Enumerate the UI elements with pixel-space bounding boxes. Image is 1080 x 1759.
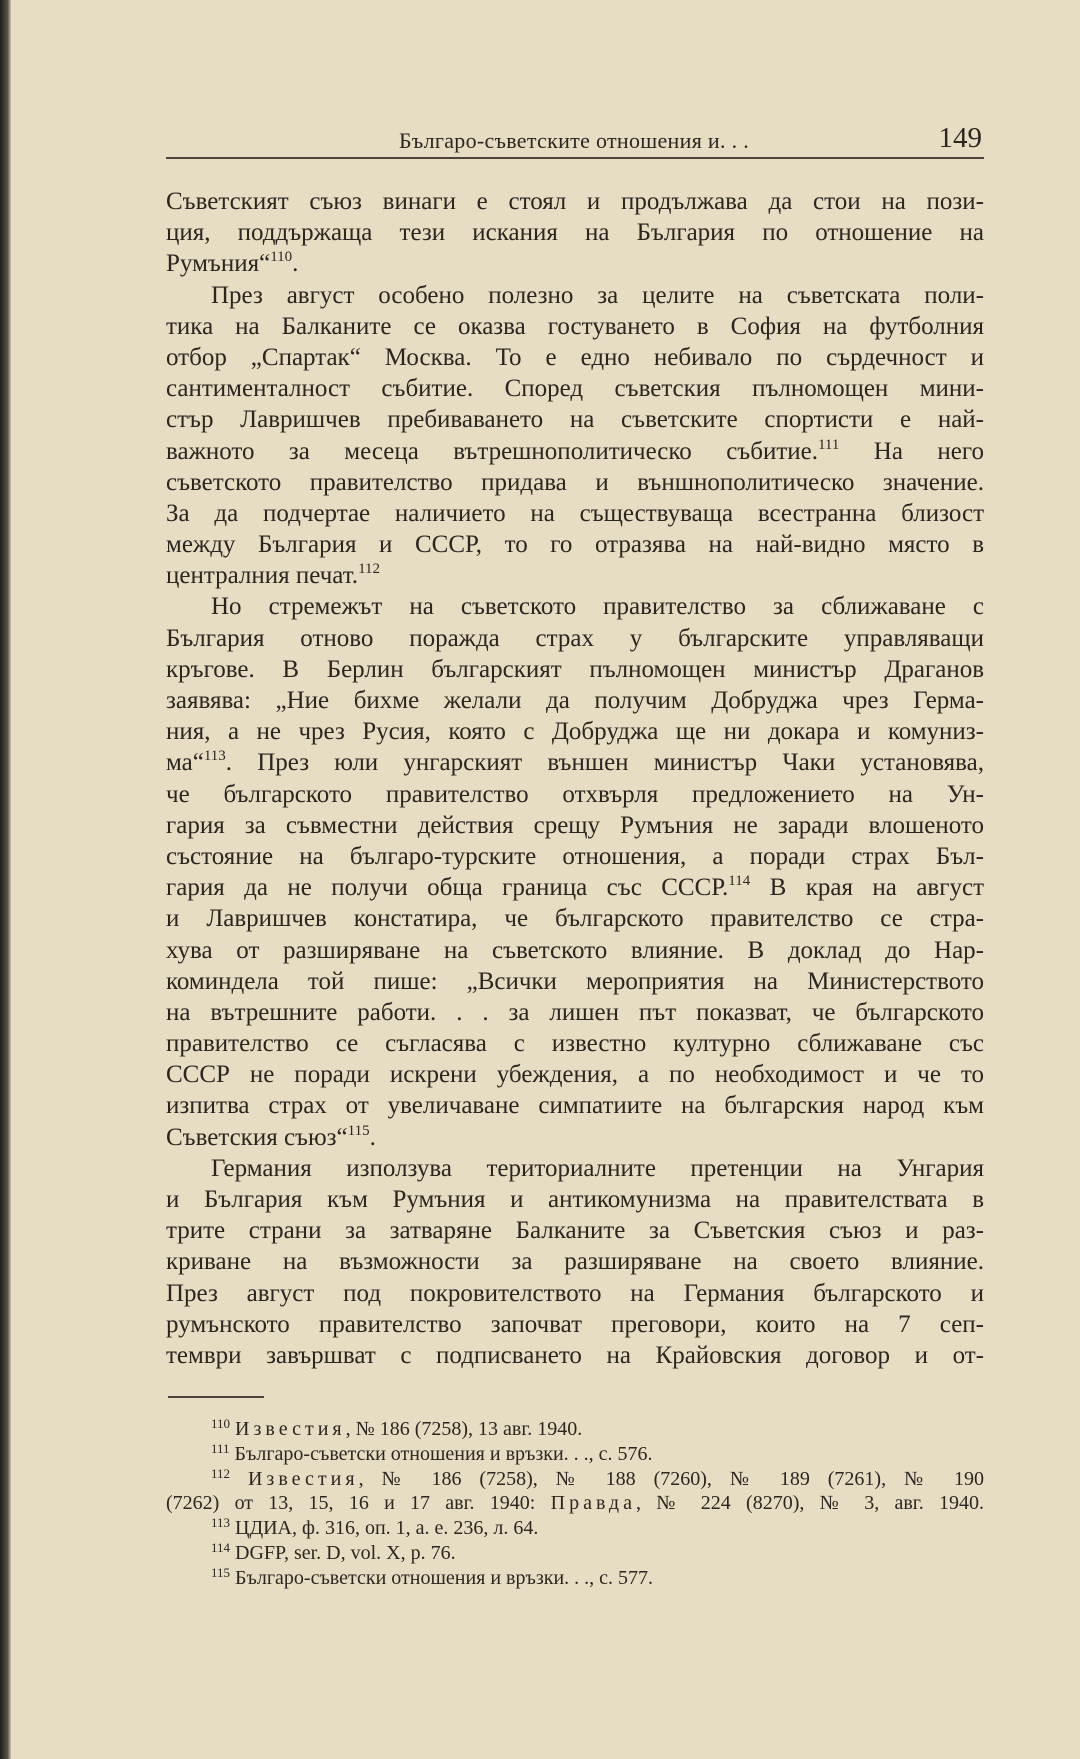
text-run [230, 1468, 248, 1490]
text-run: , № 224 (8270), № 3, авг. 1940. [635, 1492, 984, 1515]
footnote-line [166, 1417, 984, 1442]
text-run: на вътрешните работи. . . за лишен път показват, че българското [166, 998, 984, 1026]
text-run: Германия използува териториалните претенции на Унгария [211, 1154, 984, 1182]
text-run: между България и СССР, то го отразява на най-видно място в [166, 531, 984, 559]
text-line [166, 997, 984, 1028]
text-line [166, 436, 984, 467]
page-number: 149 [938, 122, 982, 154]
text-run: През август особено полезно за целите на съветската поли- [211, 281, 984, 309]
text-line [166, 1309, 984, 1340]
text-run: ЦДИА, ф. 316, оп. 1, а. е. 236, л. 64. [230, 1517, 539, 1540]
text-line [166, 217, 984, 248]
text-run: ния, а не чрез Русия, която с Добруджа ще ни докара и комуниз- [166, 718, 984, 746]
text-run: коминдела той пише: „Всички мероприятия на Министерството [166, 967, 984, 995]
text-line [166, 560, 984, 591]
footnote-ref: 111 [817, 436, 840, 453]
text-run: и Лавришчев констатира, че българското правителство се стра- [166, 905, 984, 933]
text-run: България отново поражда страх у българските управляващи [166, 624, 984, 652]
header-rule [166, 157, 984, 159]
text-line [166, 342, 984, 373]
text-run: правителство се съгласява с известно културно сближаване със [166, 1030, 984, 1058]
footnote-line [166, 1541, 984, 1566]
footnote-ref: 113 [203, 748, 226, 765]
text-run: Българо-съветски отношения и връзки. . ., с. 577. [230, 1566, 654, 1589]
text-line [166, 1246, 984, 1277]
text-line [166, 1028, 984, 1059]
text-line [166, 280, 984, 311]
footnote-ref: 112 [211, 1466, 231, 1481]
text-line [166, 779, 984, 810]
text-line [166, 186, 984, 217]
text-line [166, 373, 984, 404]
text-run: ция, поддържаща тези искания на България по отношение на [166, 219, 984, 247]
footnotes [166, 1417, 984, 1591]
text-run: За да подчертае наличието на съществуваща всестранна близост [166, 499, 984, 527]
text-run: , № 186 (7258), № 188 (7260), № 189 (7261), № 190 [358, 1467, 984, 1490]
text-line [166, 935, 984, 966]
text-run: че българското правителство отхвърля предложението на Ун- [166, 780, 984, 808]
text-line [166, 1090, 984, 1121]
text-run: заявява: „Ние бихме желали да получим Добруджа чрез Герма- [166, 687, 984, 714]
text-run: хува от разширяване на съветското влияние. В доклад до Нар- [166, 936, 984, 964]
text-run: трите страни за затваряне Балканите за Съветския съюз и раз- [166, 1217, 984, 1245]
footnote-line [166, 1467, 984, 1492]
spaced-title: Правда [550, 1492, 636, 1515]
text-line [166, 966, 984, 997]
running-title: Българо-съветските отношения и. . . [399, 128, 749, 153]
text-run: Румъния“ [166, 250, 271, 278]
footnote-ref: 114 [211, 1540, 231, 1555]
text-run: отбор „Спартак“ Москва. То е едно небивало по сърдечност и [166, 343, 984, 371]
footnote-ref: 112 [358, 561, 381, 578]
footnote-ref: 110 [211, 1417, 231, 1431]
text-run: На него [839, 437, 984, 465]
text-line [166, 498, 984, 529]
text-line [166, 248, 984, 279]
text-line [166, 623, 984, 654]
text-run: румънското правителство започват преговори, които на 7 сеп- [166, 1310, 984, 1338]
text-line [166, 872, 984, 903]
text-line [166, 810, 984, 841]
footnote-ref: 111 [211, 1441, 230, 1456]
text-run: тика на Балканите се оказва гостуването в София на футболния [166, 312, 984, 340]
text-line [166, 654, 984, 685]
text-run: сантименталност събитие. Според съветския пълномощен мини- [166, 375, 984, 403]
footnote-line [166, 1516, 984, 1541]
footnote-line [166, 1442, 984, 1467]
footnote-ref: 115 [347, 1122, 370, 1139]
text-run: ма“ [166, 749, 204, 777]
text-line [166, 1215, 984, 1246]
footnote-ref: 114 [728, 873, 751, 890]
text-line [166, 467, 984, 498]
text-run: . През юли унгарският външен министър Чаки установява, [225, 749, 984, 777]
spaced-title: Известия [247, 1467, 359, 1490]
text-run: (7262) от 13, 15, 16 и 17 авг. 1940: [166, 1492, 551, 1515]
text-run: съветското правителство придава и външнополитическо значение. [166, 468, 984, 496]
text-run: DGFP, ser. D, vol. X, p. 76. [230, 1541, 456, 1564]
text-line [166, 1184, 984, 1215]
text-line [166, 747, 984, 778]
footnote-ref: 110 [270, 249, 293, 266]
text-run: Но стремежът на съветското правителство за сближаване с [211, 593, 984, 621]
text-run: В края на август [750, 874, 984, 902]
text-line [166, 311, 984, 342]
text-run: важното за месеца вътрешнополитическо събитие. [166, 437, 818, 465]
text-run: Съветският съюз винаги е стоял и продължава да стои на пози- [166, 188, 984, 215]
text-run: и България към Румъния и антикомунизма на правителствата в [166, 1186, 984, 1213]
footnote-ref: 115 [211, 1565, 231, 1580]
text-run: , № 186 (7258), 13 авг. 1940. [345, 1418, 583, 1440]
text-run: кръгове. В Берлин българският пълномощен министър Драганов [166, 655, 984, 683]
text-line [166, 716, 984, 747]
footnote-line [166, 1491, 984, 1516]
text-line [166, 404, 984, 435]
text-run: тември завършват с подписването на Крайовския договор и от- [166, 1341, 984, 1369]
text-run: изпитва страх от увеличаване симпатиите на българския народ към [166, 1092, 984, 1120]
text-run: стър Лавришчев пребиваването на съветските спортисти е най- [166, 406, 984, 434]
spaced-title: Известия [235, 1418, 346, 1440]
text-run: СССР не поради искрени убеждения, а по необходимост и че то [166, 1061, 984, 1089]
text-line [166, 1059, 984, 1090]
text-run: Българо-съветски отношения и връзки. . ., с. 576. [229, 1442, 653, 1465]
text-line [166, 903, 984, 934]
text-line [166, 1340, 984, 1371]
text-line [166, 529, 984, 560]
text-run: . [292, 250, 299, 278]
text-run: През август под покровителството на Германия българското и [166, 1279, 984, 1307]
body-text [166, 186, 984, 1371]
running-header [166, 122, 982, 156]
footnote-rule [168, 1396, 264, 1398]
footnote-ref: 113 [211, 1516, 231, 1531]
text-run: състояние на българо-турските отношения, а поради страх Бъл- [166, 842, 984, 870]
text-run: криване на възможности за разширяване на своето влияние. [166, 1248, 984, 1276]
text-line [166, 1278, 984, 1309]
text-run: централния печат. [166, 562, 359, 590]
text-run: гария да не получи обща граница със СССР. [166, 874, 729, 902]
text-line [166, 841, 984, 872]
book-binding-edge [0, 0, 11, 1759]
text-line [166, 685, 984, 716]
text-run: . [369, 1123, 376, 1151]
text-run: гария за съвместни действия срещу Румъния не заради влошеното [166, 811, 984, 839]
text-line [166, 591, 984, 622]
text-line [166, 1153, 984, 1184]
text-line [166, 1122, 984, 1153]
text-run: Съветския съюз“ [166, 1123, 348, 1151]
footnote-line [166, 1566, 984, 1591]
